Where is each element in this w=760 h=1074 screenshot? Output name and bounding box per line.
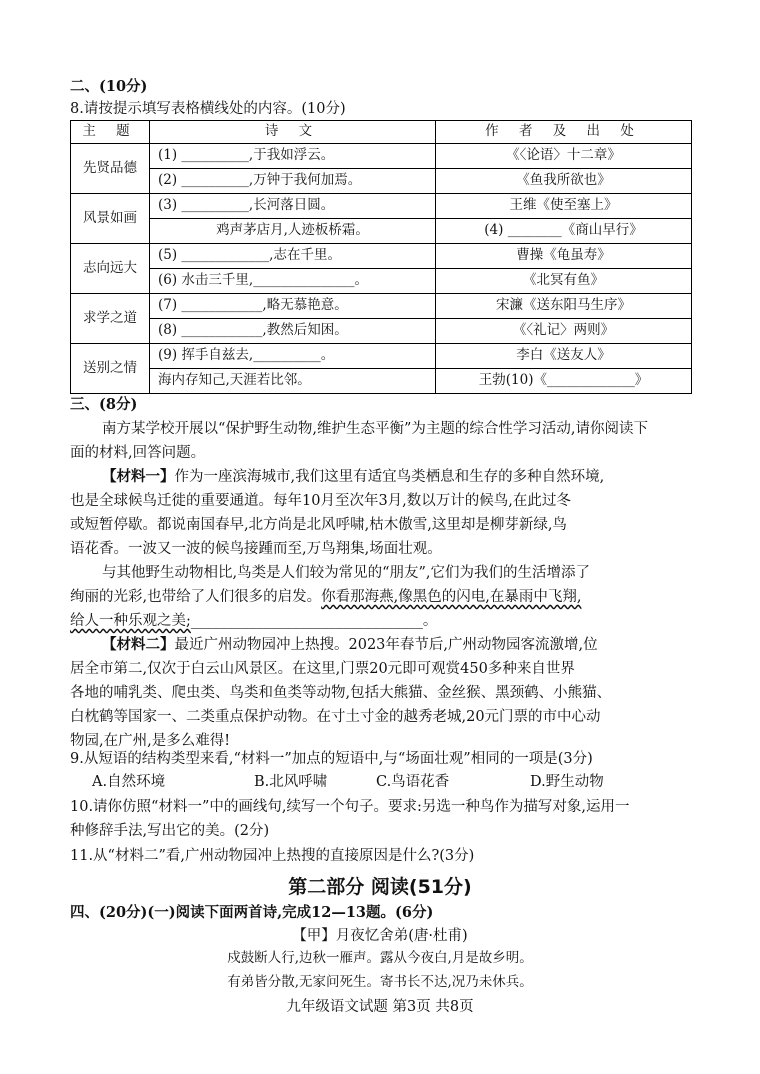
- material-1-label: 【材料一】: [102, 468, 175, 485]
- material-1-line: [102, 470, 604, 485]
- part-2-title: 第二部分 阅读(51分): [288, 876, 472, 898]
- question-8: 8.请按提示填写表格横线处的内容。(10分): [70, 101, 346, 117]
- option-a: A.自然环境: [92, 774, 166, 790]
- poem-cell: (3) __________,长河落日圆。: [150, 194, 436, 219]
- underlined-sentence: 你看那海燕,像黑色的闪电,在暴雨中飞翔,: [321, 589, 582, 605]
- poetry-table: [70, 120, 692, 394]
- table-header-row: [71, 121, 692, 144]
- source-cell: 曹操《龟虽寿》: [436, 244, 692, 269]
- option-d: D.野生动物: [530, 774, 604, 790]
- table-row: [71, 269, 692, 294]
- poem-cell: (2) __________,万钟于我何加焉。: [150, 169, 436, 194]
- table-row: [71, 194, 692, 219]
- table-row: [71, 319, 692, 344]
- material-2-line: 居全市第二,仅次于白云山风景区。在这里,门票20元即可观赏450多种来自世界: [70, 661, 575, 677]
- table-row: [71, 369, 692, 394]
- intro-line: 面的材料,回答问题。: [70, 445, 206, 461]
- theme-cell: 先贤品德: [71, 144, 150, 194]
- source-cell: 王维《使至塞上》: [436, 194, 692, 219]
- question-10-line: 10.请你仿照“材料一”中的画线句,续写一个句子。要求:另选一种鸟作为描写对象,运用一: [70, 799, 630, 815]
- theme-cell: 志向远大: [71, 244, 150, 294]
- option-b: B.北风呼啸: [254, 774, 328, 790]
- theme-cell: 送别之情: [71, 344, 150, 394]
- material-2-line: 白枕鹤等国家一、二类重点保护动物。在寸土寸金的越秀老城,20元门票的市中心动: [70, 709, 601, 725]
- poem-line: 戍鼓断人行,边秋一雁声。露从今夜白,月是故乡明。: [227, 950, 533, 966]
- section-4-header: 四、(20分)(一)阅读下面两首诗,完成12—13题。(6分): [70, 904, 434, 921]
- material-2-label: 【材料二】: [102, 636, 175, 653]
- question-11: 11.从“材料二”看,广州动物园冲上热搜的直接原因是什么?(3分): [70, 848, 475, 864]
- answer-blank: ________________________________。: [190, 613, 438, 629]
- section-2-header: 二、(10分): [70, 78, 148, 95]
- option-c: C.鸟语花香: [376, 774, 450, 790]
- material-1-line: [70, 614, 437, 629]
- section-3-header: 三、(8分): [70, 396, 138, 413]
- theme-cell: 风景如画: [71, 194, 150, 244]
- material-2-line: 各地的哺乳类、爬虫类、鸟类和鱼类等动物,包括大熊猫、金丝猴、黑颈鹤、小熊猫、: [70, 685, 612, 701]
- poem-cell: 鸡声茅店月,人迹板桥霜。: [150, 219, 436, 244]
- poem-cell: (9) 挥手自兹去,__________。: [150, 344, 436, 369]
- table-row: [71, 169, 692, 194]
- table-row: [71, 344, 692, 369]
- poem-cell: (8) ____________,教然后知困。: [150, 319, 436, 344]
- header-poem: 诗 文: [150, 121, 436, 144]
- table-row: [71, 219, 692, 244]
- source-cell: 宋濂《送东阳马生序》: [436, 294, 692, 319]
- material-1-line: 也是全球候鸟迁徙的重要通道。每年10月至次年3月,数以万计的候鸟,在此过冬: [70, 493, 571, 509]
- material-2-line: [102, 638, 598, 653]
- source-cell: 《北冥有鱼》: [436, 269, 692, 294]
- table-row: [71, 244, 692, 269]
- table-row: [71, 294, 692, 319]
- source-cell: (4) ________《商山早行》: [436, 219, 692, 244]
- material-2-line: 物园,在广州,是多么难得!: [70, 733, 231, 749]
- source-cell: 《〈论语〉十二章》: [436, 144, 692, 169]
- poem-cell: (1) __________,于我如浮云。: [150, 144, 436, 169]
- poem-line: 有弟皆分散,无家问死生。寄书长不达,况乃未休兵。: [227, 974, 533, 990]
- question-10-line: 种修辞手法,写出它的美。(2分): [70, 823, 270, 839]
- header-theme: 主 题: [71, 121, 150, 144]
- underlined-sentence: 给人一种乐观之美;: [70, 613, 191, 629]
- poem-cell: 海内存知己,天涯若比邻。: [150, 369, 436, 394]
- header-source: 作 者 及 出 处: [436, 121, 692, 144]
- source-cell: 王勃(10)《_____________》: [436, 369, 692, 394]
- material-1-line: [70, 590, 581, 605]
- question-9: 9.从短语的结构类型来看,“材料一”加点的短语中,与“场面壮观”相同的一项是(3分): [70, 751, 593, 767]
- material-2-text: 最近广州动物园冲上热搜。2023年春节后,广州动物园客流激增,位: [174, 637, 598, 653]
- page-footer: 九年级语文试题 第3页 共8页: [286, 999, 474, 1015]
- source-cell: 李白《送友人》: [436, 344, 692, 369]
- material-1-line: 或短暂停歇。都说南国春早,北方尚是北风呼啸,枯木傲雪,这里却是柳芽新绿,鸟: [70, 517, 567, 533]
- poem-cell: (6) 水击三千里,_______________。: [150, 269, 436, 294]
- poem-cell: (5) _____________,志在千里。: [150, 244, 436, 269]
- material-1-line: 与其他野生动物相比,鸟类是人们较为常见的“朋友”,它们为我们的生活增添了: [102, 565, 591, 581]
- source-cell: 《鱼我所欲也》: [436, 169, 692, 194]
- poem-cell: (7) ____________,略无慕艳意。: [150, 294, 436, 319]
- intro-line: 南方某学校开展以“保护野生动物,维护生态平衡”为主题的综合性学习活动,请你阅读下: [102, 421, 649, 437]
- material-1-line: 语花香。一波又一波的候鸟接踵而至,万鸟翔集,场面壮观。: [70, 541, 442, 557]
- material-1-text: 作为一座滨海城市,我们这里有适宜鸟类栖息和生存的多种自然环境,: [174, 469, 605, 485]
- table-row: [71, 144, 692, 169]
- material-1-text: 绚丽的光彩,也带给了人们很多的启发。: [70, 589, 322, 605]
- theme-cell: 求学之道: [71, 294, 150, 344]
- source-cell: 《〈礼记〉两则》: [436, 319, 692, 344]
- poem-title: 【甲】月夜忆舍弟(唐·杜甫): [292, 928, 468, 944]
